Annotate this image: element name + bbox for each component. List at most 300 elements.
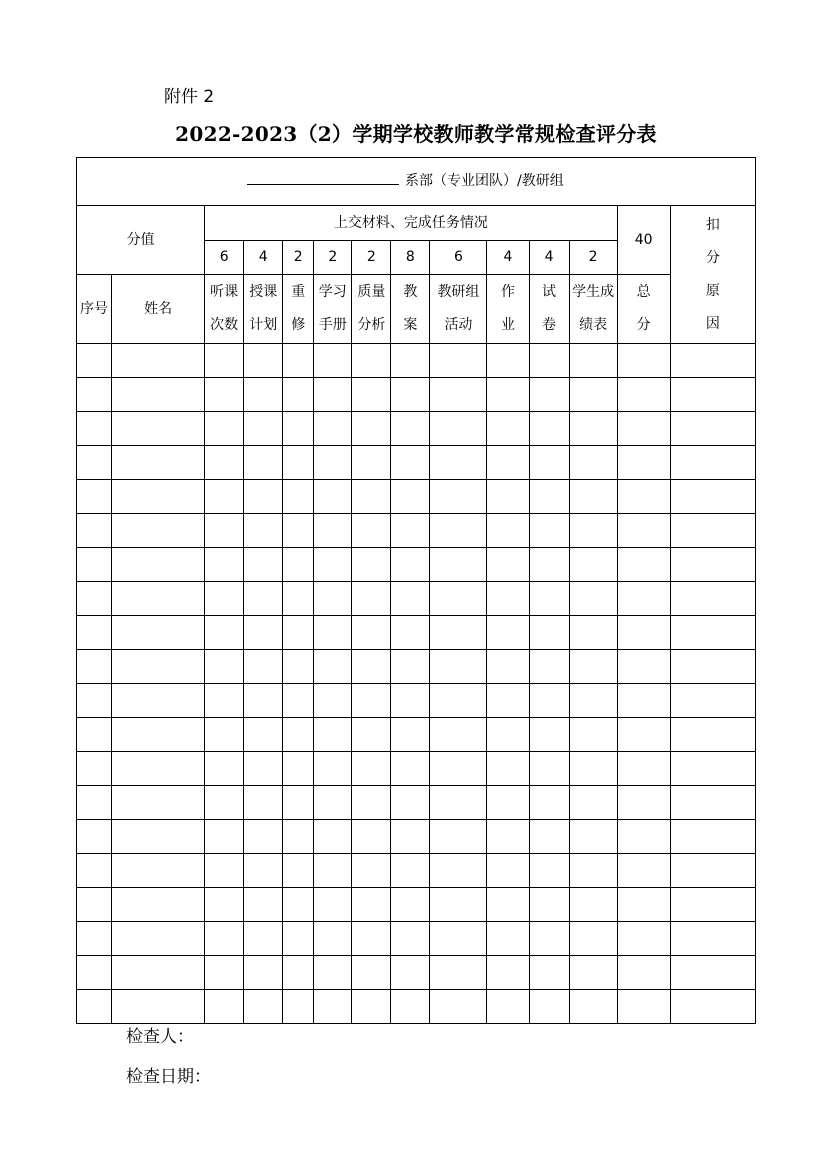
table-cell[interactable] xyxy=(529,922,569,956)
table-cell[interactable] xyxy=(244,922,283,956)
table-cell[interactable] xyxy=(617,480,670,514)
table-row xyxy=(77,480,756,514)
table-cell[interactable] xyxy=(112,786,205,820)
table-cell[interactable] xyxy=(77,514,112,548)
table-cell[interactable] xyxy=(569,888,617,922)
table-cell[interactable] xyxy=(487,412,529,446)
table-cell[interactable] xyxy=(487,344,529,378)
table-cell[interactable] xyxy=(112,616,205,650)
table-row xyxy=(77,582,756,616)
table-cell[interactable] xyxy=(617,684,670,718)
table-cell[interactable] xyxy=(205,650,244,684)
table-cell[interactable] xyxy=(529,378,569,412)
table-cell[interactable] xyxy=(487,854,529,888)
table-cell[interactable] xyxy=(391,344,430,378)
table-cell[interactable] xyxy=(670,684,755,718)
column-label xyxy=(283,275,314,344)
table-cell[interactable] xyxy=(670,480,755,514)
table-cell[interactable] xyxy=(352,854,391,888)
table-cell[interactable] xyxy=(352,548,391,582)
table-cell[interactable] xyxy=(77,922,112,956)
table-cell[interactable] xyxy=(430,446,487,480)
table-cell[interactable] xyxy=(244,650,283,684)
table-cell[interactable] xyxy=(205,786,244,820)
table-cell[interactable] xyxy=(487,378,529,412)
table-cell[interactable] xyxy=(283,990,314,1024)
table-cell[interactable] xyxy=(352,990,391,1024)
table-cell[interactable] xyxy=(617,582,670,616)
table-cell[interactable] xyxy=(314,344,352,378)
table-cell[interactable] xyxy=(244,990,283,1024)
table-cell[interactable] xyxy=(569,684,617,718)
table-cell[interactable] xyxy=(529,752,569,786)
table-cell[interactable] xyxy=(430,650,487,684)
table-cell[interactable] xyxy=(205,480,244,514)
table-cell[interactable] xyxy=(244,378,283,412)
table-cell[interactable] xyxy=(391,412,430,446)
table-cell[interactable] xyxy=(569,378,617,412)
table-cell[interactable] xyxy=(430,514,487,548)
table-cell[interactable] xyxy=(569,480,617,514)
department-cell xyxy=(77,158,756,206)
table-cell[interactable] xyxy=(430,854,487,888)
table-cell[interactable] xyxy=(487,446,529,480)
table-cell[interactable] xyxy=(205,378,244,412)
table-cell[interactable] xyxy=(352,616,391,650)
table-cell[interactable] xyxy=(430,616,487,650)
deduction-reason-header xyxy=(670,206,755,344)
table-cell[interactable] xyxy=(352,820,391,854)
department-blank-line[interactable] xyxy=(247,168,399,185)
table-cell[interactable] xyxy=(314,650,352,684)
table-cell[interactable] xyxy=(617,344,670,378)
table-cell[interactable] xyxy=(244,956,283,990)
table-cell[interactable] xyxy=(670,990,755,1024)
table-cell[interactable] xyxy=(391,650,430,684)
table-cell[interactable] xyxy=(205,718,244,752)
table-cell[interactable] xyxy=(314,378,352,412)
table-cell[interactable] xyxy=(617,514,670,548)
table-cell[interactable] xyxy=(112,446,205,480)
table-cell[interactable] xyxy=(391,480,430,514)
table-cell[interactable] xyxy=(77,718,112,752)
table-cell[interactable] xyxy=(569,854,617,888)
table-cell[interactable] xyxy=(283,514,314,548)
table-cell[interactable] xyxy=(569,990,617,1024)
table-cell[interactable] xyxy=(352,956,391,990)
table-cell[interactable] xyxy=(617,786,670,820)
table-cell[interactable] xyxy=(391,718,430,752)
table-cell[interactable] xyxy=(430,718,487,752)
label-line: 作 xyxy=(500,284,515,300)
table-cell[interactable] xyxy=(569,344,617,378)
table-cell[interactable] xyxy=(617,956,670,990)
table-cell[interactable] xyxy=(314,446,352,480)
table-cell[interactable] xyxy=(670,446,755,480)
table-cell[interactable] xyxy=(487,718,529,752)
column-score: 4 xyxy=(529,241,569,275)
table-row xyxy=(77,820,756,854)
table-cell[interactable] xyxy=(391,684,430,718)
table-cell[interactable] xyxy=(569,922,617,956)
table-cell[interactable] xyxy=(205,616,244,650)
table-cell[interactable] xyxy=(112,752,205,786)
table-cell[interactable] xyxy=(283,922,314,956)
table-cell[interactable] xyxy=(352,480,391,514)
table-cell[interactable] xyxy=(112,412,205,446)
table-cell[interactable] xyxy=(617,888,670,922)
table-cell[interactable] xyxy=(112,378,205,412)
table-cell[interactable] xyxy=(205,820,244,854)
table-cell[interactable] xyxy=(430,820,487,854)
table-cell[interactable] xyxy=(244,752,283,786)
table-cell[interactable] xyxy=(569,650,617,684)
table-cell[interactable] xyxy=(77,684,112,718)
table-cell[interactable] xyxy=(112,922,205,956)
table-cell[interactable] xyxy=(314,922,352,956)
table-cell[interactable] xyxy=(670,786,755,820)
table-cell[interactable] xyxy=(487,616,529,650)
table-cell[interactable] xyxy=(205,412,244,446)
label-line: 次数 xyxy=(210,317,239,333)
table-cell[interactable] xyxy=(244,786,283,820)
table-cell[interactable] xyxy=(529,650,569,684)
table-cell[interactable] xyxy=(244,718,283,752)
table-cell[interactable] xyxy=(617,990,670,1024)
table-cell[interactable] xyxy=(617,412,670,446)
table-cell[interactable] xyxy=(112,854,205,888)
table-cell[interactable] xyxy=(391,514,430,548)
table-cell[interactable] xyxy=(283,718,314,752)
table-cell[interactable] xyxy=(244,412,283,446)
table-cell[interactable] xyxy=(283,548,314,582)
table-cell[interactable] xyxy=(244,820,283,854)
table-cell[interactable] xyxy=(112,344,205,378)
table-cell[interactable] xyxy=(77,888,112,922)
table-cell[interactable] xyxy=(430,922,487,956)
table-cell[interactable] xyxy=(112,820,205,854)
table-cell[interactable] xyxy=(670,718,755,752)
table-cell[interactable] xyxy=(283,888,314,922)
table-cell[interactable] xyxy=(314,684,352,718)
table-cell[interactable] xyxy=(670,548,755,582)
table-cell[interactable] xyxy=(529,480,569,514)
table-cell[interactable] xyxy=(617,718,670,752)
table-cell[interactable] xyxy=(391,548,430,582)
table-cell[interactable] xyxy=(430,378,487,412)
table-cell[interactable] xyxy=(77,650,112,684)
table-cell[interactable] xyxy=(617,854,670,888)
table-cell[interactable] xyxy=(244,616,283,650)
table-cell[interactable] xyxy=(529,514,569,548)
table-cell[interactable] xyxy=(391,582,430,616)
table-cell[interactable] xyxy=(112,990,205,1024)
table-cell[interactable] xyxy=(244,480,283,514)
table-cell[interactable] xyxy=(529,684,569,718)
table-cell[interactable] xyxy=(670,616,755,650)
table-cell[interactable] xyxy=(670,344,755,378)
table-cell[interactable] xyxy=(352,582,391,616)
table-cell[interactable] xyxy=(244,684,283,718)
table-cell[interactable] xyxy=(352,752,391,786)
table-cell[interactable] xyxy=(283,752,314,786)
table-cell[interactable] xyxy=(430,344,487,378)
table-cell[interactable] xyxy=(430,752,487,786)
table-cell[interactable] xyxy=(670,582,755,616)
table-cell[interactable] xyxy=(487,684,529,718)
table-cell[interactable] xyxy=(529,786,569,820)
table-cell[interactable] xyxy=(283,854,314,888)
table-cell[interactable] xyxy=(569,752,617,786)
table-cell[interactable] xyxy=(430,548,487,582)
table-cell[interactable] xyxy=(112,718,205,752)
table-cell[interactable] xyxy=(487,548,529,582)
table-cell[interactable] xyxy=(352,888,391,922)
table-cell[interactable] xyxy=(617,616,670,650)
seq-label: 序号 xyxy=(77,275,112,344)
table-cell[interactable] xyxy=(670,922,755,956)
table-cell[interactable] xyxy=(205,582,244,616)
table-cell[interactable] xyxy=(283,786,314,820)
table-cell[interactable] xyxy=(529,446,569,480)
table-cell[interactable] xyxy=(529,548,569,582)
column-score: 2 xyxy=(314,241,352,275)
table-cell[interactable] xyxy=(430,888,487,922)
table-cell[interactable] xyxy=(569,582,617,616)
table-cell[interactable] xyxy=(487,752,529,786)
table-cell[interactable] xyxy=(244,344,283,378)
table-cell[interactable] xyxy=(77,854,112,888)
table-cell[interactable] xyxy=(529,616,569,650)
label-line: 分 xyxy=(636,317,651,333)
table-cell[interactable] xyxy=(352,412,391,446)
table-cell[interactable] xyxy=(314,548,352,582)
table-cell[interactable] xyxy=(77,990,112,1024)
table-cell[interactable] xyxy=(283,446,314,480)
table-cell[interactable] xyxy=(352,514,391,548)
table-cell[interactable] xyxy=(529,854,569,888)
table-cell[interactable] xyxy=(112,548,205,582)
table-cell[interactable] xyxy=(569,412,617,446)
table-cell[interactable] xyxy=(670,854,755,888)
table-cell[interactable] xyxy=(77,412,112,446)
table-cell[interactable] xyxy=(670,650,755,684)
table-cell[interactable] xyxy=(112,480,205,514)
table-cell[interactable] xyxy=(205,446,244,480)
table-cell[interactable] xyxy=(487,786,529,820)
table-cell[interactable] xyxy=(487,922,529,956)
table-cell[interactable] xyxy=(391,752,430,786)
table-cell[interactable] xyxy=(617,378,670,412)
table-cell[interactable] xyxy=(77,378,112,412)
table-cell[interactable] xyxy=(314,514,352,548)
table-cell[interactable] xyxy=(670,888,755,922)
table-cell[interactable] xyxy=(314,854,352,888)
table-cell[interactable] xyxy=(314,956,352,990)
table-cell[interactable] xyxy=(205,684,244,718)
table-cell[interactable] xyxy=(391,922,430,956)
table-cell[interactable] xyxy=(430,582,487,616)
table-cell[interactable] xyxy=(77,480,112,514)
table-cell[interactable] xyxy=(430,480,487,514)
table-cell[interactable] xyxy=(670,820,755,854)
table-cell[interactable] xyxy=(430,684,487,718)
table-cell[interactable] xyxy=(205,888,244,922)
table-cell[interactable] xyxy=(112,650,205,684)
column-score: 2 xyxy=(569,241,617,275)
table-cell[interactable] xyxy=(569,786,617,820)
table-cell[interactable] xyxy=(205,990,244,1024)
table-cell[interactable] xyxy=(487,582,529,616)
table-cell[interactable] xyxy=(529,990,569,1024)
table-cell[interactable] xyxy=(244,582,283,616)
table-cell[interactable] xyxy=(205,956,244,990)
table-cell[interactable] xyxy=(670,956,755,990)
table-cell[interactable] xyxy=(529,956,569,990)
table-cell[interactable] xyxy=(244,854,283,888)
table-cell[interactable] xyxy=(569,548,617,582)
table-cell[interactable] xyxy=(244,888,283,922)
table-cell[interactable] xyxy=(352,446,391,480)
table-cell[interactable] xyxy=(352,344,391,378)
table-cell[interactable] xyxy=(430,990,487,1024)
table-cell[interactable] xyxy=(314,718,352,752)
table-cell[interactable] xyxy=(352,786,391,820)
table-cell[interactable] xyxy=(569,514,617,548)
table-cell[interactable] xyxy=(569,446,617,480)
label-line: 学习 xyxy=(318,284,347,300)
table-cell[interactable] xyxy=(77,582,112,616)
table-cell[interactable] xyxy=(352,718,391,752)
table-cell[interactable] xyxy=(352,378,391,412)
table-cell[interactable] xyxy=(529,582,569,616)
table-cell[interactable] xyxy=(391,888,430,922)
table-cell[interactable] xyxy=(487,990,529,1024)
table-cell[interactable] xyxy=(283,650,314,684)
table-cell[interactable] xyxy=(77,344,112,378)
table-cell[interactable] xyxy=(112,582,205,616)
table-cell[interactable] xyxy=(112,956,205,990)
table-cell[interactable] xyxy=(352,650,391,684)
table-row xyxy=(77,548,756,582)
column-label xyxy=(391,275,430,344)
table-cell[interactable] xyxy=(670,412,755,446)
table-cell[interactable] xyxy=(77,446,112,480)
table-cell[interactable] xyxy=(617,548,670,582)
table-cell[interactable] xyxy=(617,752,670,786)
table-cell[interactable] xyxy=(391,378,430,412)
table-cell[interactable] xyxy=(430,786,487,820)
table-cell[interactable] xyxy=(77,820,112,854)
table-cell[interactable] xyxy=(283,480,314,514)
table-cell[interactable] xyxy=(77,616,112,650)
table-cell[interactable] xyxy=(112,684,205,718)
table-cell[interactable] xyxy=(283,684,314,718)
table-cell[interactable] xyxy=(77,548,112,582)
table-cell[interactable] xyxy=(391,956,430,990)
label-line: 授课 xyxy=(249,284,278,300)
deduction-char: 因 xyxy=(705,315,720,332)
table-cell[interactable] xyxy=(205,854,244,888)
table-cell[interactable] xyxy=(670,378,755,412)
table-cell[interactable] xyxy=(205,514,244,548)
table-cell[interactable] xyxy=(283,378,314,412)
table-cell[interactable] xyxy=(391,854,430,888)
table-cell[interactable] xyxy=(283,412,314,446)
table-cell[interactable] xyxy=(314,582,352,616)
table-cell[interactable] xyxy=(112,888,205,922)
table-cell[interactable] xyxy=(617,446,670,480)
table-cell[interactable] xyxy=(569,616,617,650)
table-cell[interactable] xyxy=(352,922,391,956)
table-cell[interactable] xyxy=(487,480,529,514)
table-cell[interactable] xyxy=(112,514,205,548)
table-cell[interactable] xyxy=(670,514,755,548)
table-cell[interactable] xyxy=(352,684,391,718)
table-cell[interactable] xyxy=(283,616,314,650)
table-cell[interactable] xyxy=(283,956,314,990)
table-cell[interactable] xyxy=(529,888,569,922)
table-cell[interactable] xyxy=(77,752,112,786)
table-cell[interactable] xyxy=(314,412,352,446)
table-cell[interactable] xyxy=(391,820,430,854)
table-cell[interactable] xyxy=(314,786,352,820)
table-cell[interactable] xyxy=(77,786,112,820)
table-cell[interactable] xyxy=(391,446,430,480)
table-cell[interactable] xyxy=(617,820,670,854)
table-cell[interactable] xyxy=(569,718,617,752)
table-cell[interactable] xyxy=(205,548,244,582)
deduction-char: 扣 xyxy=(705,216,720,233)
table-cell[interactable] xyxy=(314,888,352,922)
table-cell[interactable] xyxy=(205,344,244,378)
table-cell[interactable] xyxy=(283,820,314,854)
table-cell[interactable] xyxy=(487,514,529,548)
table-cell[interactable] xyxy=(283,344,314,378)
table-cell[interactable] xyxy=(314,616,352,650)
table-cell[interactable] xyxy=(314,990,352,1024)
table-cell[interactable] xyxy=(617,650,670,684)
table-cell[interactable] xyxy=(314,752,352,786)
table-cell[interactable] xyxy=(391,616,430,650)
table-cell[interactable] xyxy=(529,718,569,752)
table-cell[interactable] xyxy=(670,752,755,786)
table-cell[interactable] xyxy=(487,888,529,922)
table-cell[interactable] xyxy=(391,786,430,820)
table-cell[interactable] xyxy=(529,412,569,446)
table-cell[interactable] xyxy=(487,820,529,854)
table-cell[interactable] xyxy=(314,480,352,514)
table-cell[interactable] xyxy=(430,956,487,990)
table-cell[interactable] xyxy=(487,650,529,684)
table-cell[interactable] xyxy=(430,412,487,446)
table-cell[interactable] xyxy=(314,820,352,854)
table-cell[interactable] xyxy=(569,820,617,854)
table-cell[interactable] xyxy=(244,514,283,548)
table-cell[interactable] xyxy=(569,956,617,990)
table-cell[interactable] xyxy=(205,922,244,956)
table-cell[interactable] xyxy=(529,820,569,854)
table-cell[interactable] xyxy=(487,956,529,990)
table-cell[interactable] xyxy=(205,752,244,786)
table-cell[interactable] xyxy=(529,344,569,378)
table-cell[interactable] xyxy=(391,990,430,1024)
table-cell[interactable] xyxy=(617,922,670,956)
table-cell[interactable] xyxy=(283,582,314,616)
table-cell[interactable] xyxy=(244,548,283,582)
table-cell[interactable] xyxy=(77,956,112,990)
table-cell[interactable] xyxy=(244,446,283,480)
